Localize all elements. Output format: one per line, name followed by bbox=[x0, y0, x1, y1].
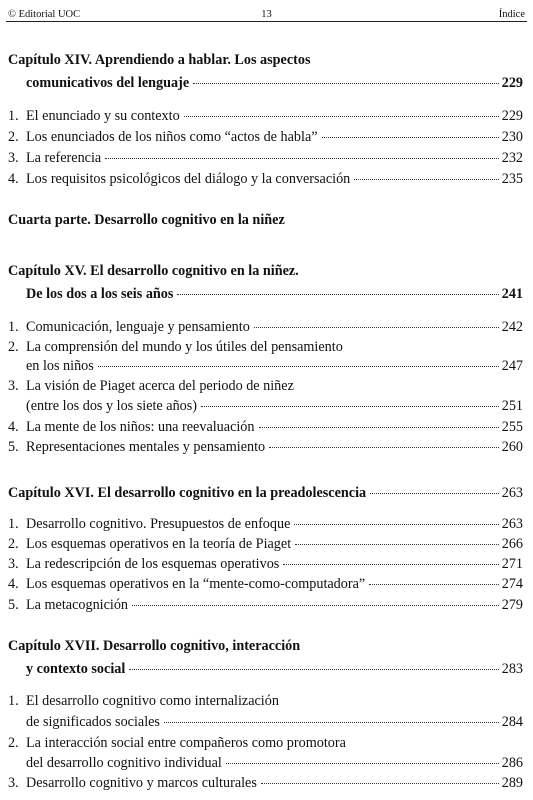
page-ref: 235 bbox=[501, 171, 523, 187]
page-ref: 263 bbox=[501, 485, 523, 501]
toc-entry-continuation[interactable]: del desarrollo cognitivo individual 286 bbox=[26, 755, 523, 771]
leader-dots bbox=[259, 427, 499, 428]
page-ref: 286 bbox=[501, 755, 523, 771]
leader-dots bbox=[164, 722, 499, 723]
page-ref: 229 bbox=[501, 108, 523, 124]
part-heading: Cuarta parte. Desarrollo cognitivo en la niñez bbox=[8, 212, 285, 228]
toc-entry-chapter[interactable]: Capítulo XVI. El desarrollo cognitivo en la preadolescencia 263 bbox=[8, 485, 523, 501]
toc-entry[interactable]: 1. Desarrollo cognitivo. Presupuestos de enfoque 263 bbox=[8, 516, 523, 532]
page-ref: 260 bbox=[501, 439, 523, 455]
leader-dots bbox=[269, 447, 499, 448]
chapter-heading: Capítulo XVII. Desarrollo cognitivo, interacción bbox=[8, 638, 301, 654]
page-ref: 229 bbox=[501, 75, 523, 91]
toc-entry[interactable]: 1. El enunciado y su contexto 229 bbox=[8, 108, 523, 124]
toc-entry[interactable]: 1. El desarrollo cognitivo como internalización bbox=[8, 693, 279, 709]
page-ref: 274 bbox=[501, 576, 523, 592]
toc-entry-continuation[interactable]: en los niños 247 bbox=[26, 358, 523, 374]
page-ref: 255 bbox=[501, 419, 523, 435]
page-header bbox=[8, 4, 525, 20]
leader-dots bbox=[105, 158, 499, 159]
publisher-label: © Editorial UOC bbox=[8, 9, 81, 20]
toc-entry-chapter[interactable]: comunicativos del lenguaje 229 bbox=[26, 75, 523, 91]
chapter-heading: Capítulo XIV. Aprendiendo a hablar. Los aspectos bbox=[8, 52, 311, 68]
page-ref: 251 bbox=[501, 398, 523, 414]
leader-dots bbox=[261, 783, 499, 784]
section-label: Índice bbox=[498, 9, 525, 20]
leader-dots bbox=[193, 83, 499, 84]
chapter-heading: Capítulo XV. El desarrollo cognitivo en la niñez. bbox=[8, 263, 299, 279]
page-ref: 230 bbox=[501, 129, 523, 145]
toc-entry[interactable]: 2. La comprensión del mundo y los útiles del pensamiento bbox=[8, 339, 343, 355]
leader-dots bbox=[132, 605, 499, 606]
page-ref: 247 bbox=[501, 358, 523, 374]
leader-dots bbox=[369, 584, 499, 585]
leader-dots bbox=[370, 493, 499, 494]
toc-entry[interactable]: 3. La referencia 232 bbox=[8, 150, 523, 166]
leader-dots bbox=[98, 366, 499, 367]
leader-dots bbox=[354, 179, 498, 180]
page-ref: 266 bbox=[501, 536, 523, 552]
page-ref: 232 bbox=[501, 150, 523, 166]
leader-dots bbox=[184, 116, 499, 117]
toc-entry[interactable]: 5. La metacognición 279 bbox=[8, 597, 523, 613]
leader-dots bbox=[283, 564, 498, 565]
leader-dots bbox=[226, 763, 499, 764]
page-ref: 242 bbox=[501, 319, 523, 335]
leader-dots bbox=[129, 669, 498, 670]
toc-entry[interactable]: 5. Representaciones mentales y pensamiento 260 bbox=[8, 439, 523, 455]
toc-entry[interactable]: 4. Los esquemas operativos en la “mente-como-computadora” 274 bbox=[8, 576, 523, 592]
toc-entry[interactable]: 4. La mente de los niños: una reevaluación 255 bbox=[8, 419, 523, 435]
page-ref: 284 bbox=[501, 714, 523, 730]
leader-dots bbox=[322, 137, 499, 138]
page-ref: 271 bbox=[501, 556, 523, 572]
toc-entry[interactable]: 3. La visión de Piaget acerca del periodo de niñez bbox=[8, 378, 294, 394]
page-ref: 241 bbox=[501, 286, 523, 302]
leader-dots bbox=[294, 524, 498, 525]
toc-entry[interactable]: 2. Los esquemas operativos en la teoría de Piaget 266 bbox=[8, 536, 523, 552]
toc-entry[interactable]: 2. La interacción social entre compañeros como promotora bbox=[8, 735, 346, 751]
toc-entry[interactable]: 1. Comunicación, lenguaje y pensamiento 242 bbox=[8, 319, 523, 335]
page-ref: 263 bbox=[501, 516, 523, 532]
page-ref: 289 bbox=[501, 775, 523, 791]
leader-dots bbox=[295, 544, 499, 545]
leader-dots bbox=[254, 327, 499, 328]
page-ref: 279 bbox=[501, 597, 523, 613]
toc-entry[interactable]: 4. Los requisitos psicológicos del diálogo y la conversación 235 bbox=[8, 171, 523, 187]
toc-entry[interactable]: 2. Los enunciados de los niños como “actos de habla” 230 bbox=[8, 129, 523, 145]
leader-dots bbox=[201, 406, 499, 407]
toc-entry[interactable]: 3. La redescripción de los esquemas operativos 271 bbox=[8, 556, 523, 572]
page-number: 13 bbox=[261, 9, 272, 20]
toc-entry-continuation[interactable]: (entre los dos y los siete años) 251 bbox=[26, 398, 523, 414]
toc-entry-chapter[interactable]: De los dos a los seis años 241 bbox=[26, 286, 523, 302]
toc-entry-chapter[interactable]: y contexto social 283 bbox=[26, 661, 523, 677]
header-rule bbox=[6, 21, 527, 22]
leader-dots bbox=[177, 294, 498, 295]
toc-entry[interactable]: 3. Desarrollo cognitivo y marcos culturales 289 bbox=[8, 775, 523, 791]
page-ref: 283 bbox=[501, 661, 523, 677]
toc-entry-continuation[interactable]: de significados sociales 284 bbox=[26, 714, 523, 730]
